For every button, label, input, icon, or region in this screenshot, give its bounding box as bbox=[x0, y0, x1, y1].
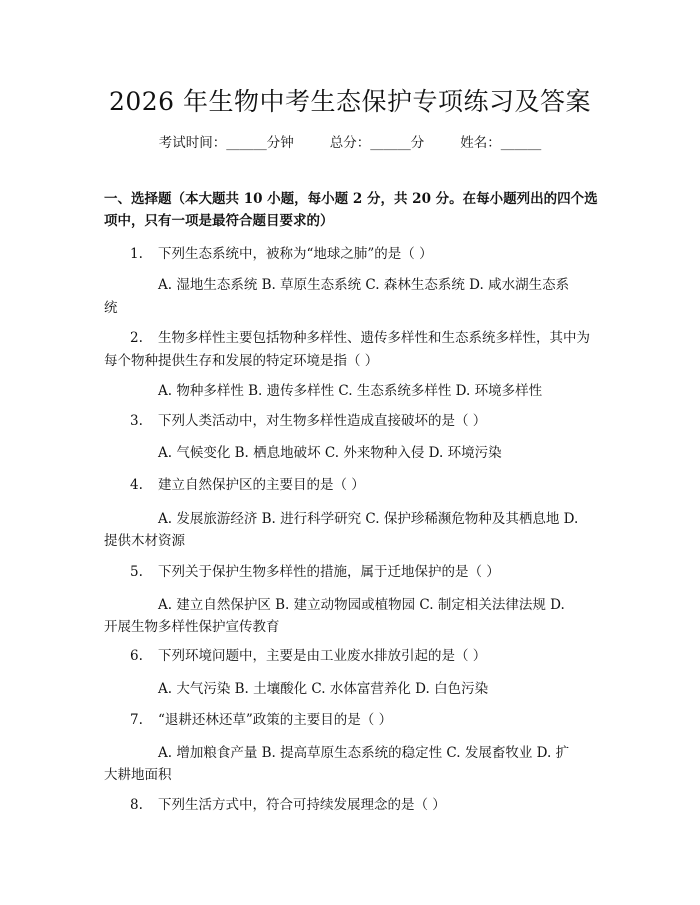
question-number: 5. bbox=[130, 564, 143, 580]
question-5 bbox=[130, 561, 500, 583]
question-5-options: A. 建立自然保护区 B. 建立动物园或植物园 C. 制定相关法律法规 D. bbox=[158, 597, 565, 613]
question-7-options-cont: 大耕地面积 bbox=[104, 767, 172, 783]
question-number: 1. bbox=[130, 246, 143, 262]
question-number: 3. bbox=[130, 413, 143, 429]
question-4 bbox=[130, 474, 365, 496]
question-number: 4. bbox=[130, 477, 143, 493]
question-number: 8. bbox=[130, 797, 143, 813]
question-text: 生物多样性主要包括物种多样性、遗传多样性和生态系统多样性，其中为 bbox=[158, 330, 590, 346]
question-8 bbox=[130, 794, 446, 816]
question-3 bbox=[130, 410, 486, 432]
question-1-options-cont: 统 bbox=[104, 300, 118, 316]
document-title: 2026 年生物中考生态保护专项练习及答案 bbox=[108, 87, 592, 116]
question-text: 下列环境问题中，主要是由工业废水排放引起的是（ ） bbox=[158, 648, 487, 664]
question-text: 建立自然保护区的主要目的是（ ） bbox=[158, 477, 365, 493]
question-1-options: A. 湿地生态系统 B. 草原生态系统 C. 森林生态系统 D. 咸水湖生态系 bbox=[158, 277, 570, 293]
question-number: 7. bbox=[130, 712, 143, 728]
question-text: 下列生态系统中，被称为“地球之肺”的是（ ） bbox=[158, 246, 433, 262]
student-name-field: 姓名：______ bbox=[460, 135, 542, 151]
section-heading-line: 一、选择题（本大题共 10 小题，每小题 2 分，共 20 分。在每小题列出的四个选 bbox=[104, 191, 598, 207]
question-4-options: A. 发展旅游经济 B. 进行科学研究 C. 保护珍稀濒危物种及其栖息地 D. bbox=[158, 511, 579, 527]
question-2-options: A. 物种多样性 B. 遗传多样性 C. 生态系统多样性 D. 环境多样性 bbox=[158, 383, 543, 399]
question-2 bbox=[130, 327, 590, 349]
question-7 bbox=[130, 709, 392, 731]
section-heading-line: 项中，只有一项是最符合题目要求的） bbox=[104, 213, 334, 229]
question-6 bbox=[130, 645, 486, 667]
question-text: 下列人类活动中，对生物多样性造成直接破坏的是（ ） bbox=[158, 413, 487, 429]
exam-meta bbox=[0, 131, 700, 151]
question-6-options: A. 大气污染 B. 土壤酸化 C. 水体富营养化 D. 白色污染 bbox=[158, 681, 489, 697]
section-heading bbox=[104, 188, 599, 232]
question-2-text-cont: 每个物种提供生存和发展的特定环境是指（ ） bbox=[104, 353, 379, 369]
question-5-options-cont: 开展生物多样性保护宣传教育 bbox=[104, 619, 280, 635]
total-score-field: 总分：______分 bbox=[329, 135, 425, 151]
question-3-options: A. 气候变化 B. 栖息地破坏 C. 外来物种入侵 D. 环境污染 bbox=[158, 445, 502, 461]
question-1 bbox=[130, 243, 433, 265]
question-text: 下列关于保护生物多样性的措施，属于迁地保护的是（ ） bbox=[158, 564, 500, 580]
question-7-options: A. 增加粮食产量 B. 提高草原生态系统的稳定性 C. 发展畜牧业 D. 扩 bbox=[158, 745, 570, 761]
question-number: 2. bbox=[130, 330, 143, 346]
question-4-options-cont: 提供木材资源 bbox=[104, 533, 185, 549]
question-number: 6. bbox=[130, 648, 143, 664]
exam-time-field: 考试时间：______分钟 bbox=[158, 135, 294, 151]
question-text: 下列生活方式中，符合可持续发展理念的是（ ） bbox=[158, 797, 446, 813]
question-text: “退耕还林还草”政策的主要目的是（ ） bbox=[158, 712, 393, 728]
